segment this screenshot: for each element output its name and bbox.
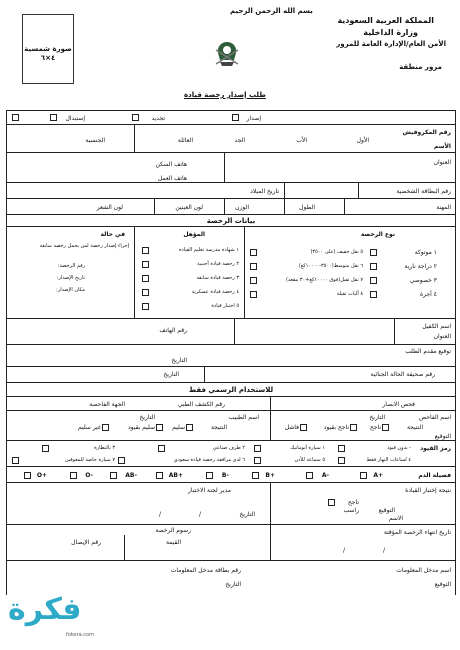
qual-5-checkbox[interactable] — [142, 303, 149, 310]
applicant-signature-row — [7, 345, 455, 367]
exam-pass-label: ناجح — [369, 424, 381, 431]
healthy-cond-label: سليم بقيود — [127, 424, 155, 431]
license-application-form — [6, 6, 454, 644]
qual-military: ٤ رخصة قيادة عسكرية — [191, 289, 239, 295]
fees-label: رسوم الرخصة — [155, 527, 191, 534]
blood-a-pos: A+ — [373, 472, 383, 479]
unhealthy-checkbox[interactable] — [102, 424, 109, 431]
medical-result-label: النتيجة — [210, 424, 227, 431]
exam-header-row — [7, 397, 455, 411]
other-checkbox[interactable] — [12, 114, 19, 121]
restriction-escort-checkbox[interactable] — [118, 457, 125, 464]
nationality-label: الجنسية — [85, 137, 105, 144]
family-name-label: العائلة — [177, 137, 193, 144]
entry-card-label: رقم بطاقة مدخل المعلومات — [170, 567, 241, 574]
applicant-signature-label: توقيع مقدم الطلب — [405, 348, 451, 355]
entry-sign-label: التوقيع — [434, 581, 451, 588]
temp-date-slash-1: / — [382, 547, 385, 554]
photo-label: صورة شمسية — [24, 45, 72, 53]
official-use-title: للاستخدام الرسمي فقط — [7, 383, 455, 397]
blood-a-neg: A- — [321, 472, 329, 479]
address-label: العنوان — [433, 159, 451, 166]
country-name: المملكة العربية السعودية — [337, 16, 434, 25]
restriction-daytime: ٤ لساعات النهار فقط — [366, 457, 411, 463]
type-private: ٣ خصوصي — [409, 277, 437, 284]
type-6-checkbox[interactable] — [250, 263, 257, 270]
exam-fail-label: فاشل — [284, 424, 299, 431]
criminal-record-label: رقم صحيفة الحالة الجنائية — [370, 371, 435, 378]
basmala: بسم الله الرحمن الرحيم — [230, 7, 313, 15]
id-no-label: رقم البطاقة الشخصية — [396, 188, 451, 195]
birth-date-label: تاريخ الميلاد — [250, 188, 279, 195]
doctor-label: اسم الطبيب — [228, 414, 259, 421]
blood-ab-pos-checkbox[interactable] — [156, 472, 163, 479]
examiner-label: اسم الفاحص — [418, 414, 451, 421]
weight-label: الوزن — [235, 204, 249, 211]
signature-date-label: التاريخ — [171, 357, 187, 364]
entry-date-label: التاريخ — [225, 581, 241, 588]
exam-date-label: التاريخ — [369, 414, 385, 421]
test-date-label: التاريخ — [239, 511, 255, 518]
type-machinery: ٨ آليات ثقيلة — [336, 291, 363, 297]
test-date-slash-1: / — [198, 511, 201, 518]
restriction-glasses-checkbox[interactable] — [42, 445, 49, 452]
driving-test-row — [7, 483, 455, 525]
exam-pass-cond-label: ناجح بقيود — [323, 424, 349, 431]
photo-box — [22, 14, 74, 84]
temp-end-label: تاريخ انتهاء الرخصة المؤقتة — [383, 529, 451, 536]
unhealthy-label: غير سليم — [78, 424, 101, 431]
hair-color-label: لون الشعر — [96, 204, 123, 211]
type-7-checkbox[interactable] — [250, 277, 257, 284]
qual-4-checkbox[interactable] — [142, 289, 149, 296]
eye-color-label: لون العينين — [175, 204, 203, 211]
exam-fail-checkbox[interactable] — [300, 424, 307, 431]
exam-result-row — [7, 411, 455, 441]
type-medium: ٦ نقل متوسط(٣٥٠٠-١٠٠٠٠كغ) — [298, 263, 363, 269]
renew-label: تجديد — [151, 115, 165, 122]
restriction-automatic: ١ سيارة أتوماتيك — [290, 445, 325, 451]
restriction-automatic-checkbox[interactable] — [254, 445, 261, 452]
id-row — [7, 183, 455, 199]
blood-type-label: فصيلة الدم — [418, 472, 451, 479]
restriction-none-checkbox[interactable] — [338, 445, 345, 452]
temp-date-slash-2: / — [342, 547, 345, 554]
eye-exam-label: فحص الابصار — [382, 401, 415, 408]
qual-2-checkbox[interactable] — [142, 261, 149, 268]
qual-previous: ٣ رخصة قيادة سابقة — [196, 275, 239, 281]
form-title: طلب إصدار رخصة قيادة — [184, 91, 266, 99]
medical-no-label: رقم الكشف الطبي — [177, 401, 225, 408]
case-issue-place: مكان الإصدار: — [56, 287, 85, 293]
authority-label: الجهة الفاحصة — [89, 401, 125, 408]
license-types-block — [7, 227, 455, 319]
fee-value-label: القيمة — [165, 539, 181, 546]
blood-type-row — [7, 467, 455, 483]
case-header: في حالة — [100, 231, 125, 238]
test-date-slash-2: / — [158, 511, 161, 518]
restriction-hearing: ٥ سماعة للأذن — [294, 457, 325, 463]
license-type-header: نوع الرخصة — [360, 231, 395, 238]
type-1-checkbox[interactable] — [370, 249, 377, 256]
qual-1-checkbox[interactable] — [142, 247, 149, 254]
blood-b-neg: B- — [221, 472, 229, 479]
type-heavy: ٧ نقل ثقيل(فوق ١٠٠٠٠كغ+٣٠ مقعد) — [285, 277, 363, 283]
qual-3-checkbox[interactable] — [142, 275, 149, 282]
restriction-hearing-checkbox[interactable] — [254, 457, 261, 464]
restrictions-row — [7, 441, 455, 467]
name-label: الأسم — [433, 143, 451, 150]
height-label: الطول — [299, 204, 315, 211]
healthy-checkbox[interactable] — [186, 424, 193, 431]
watermark-site: fokora.com — [66, 632, 94, 638]
replace-label: إستبدال — [65, 115, 85, 122]
record-no-label: رقم المكروفيش — [402, 129, 451, 136]
tester-sign-label: التوقيع — [378, 507, 395, 514]
fees-row — [7, 525, 455, 561]
case-note: إجراء إصدار رخصة لمن يحمل رخصة سابقة — [39, 243, 129, 249]
restriction-prosthetic-checkbox[interactable] — [158, 445, 165, 452]
healthy-cond-checkbox[interactable] — [156, 424, 163, 431]
issue-checkbox[interactable] — [232, 114, 239, 121]
type-5-checkbox[interactable] — [250, 249, 257, 256]
work-phone-label: هاتف العمل — [157, 175, 187, 182]
profession-label: المهنة — [436, 204, 451, 211]
case-license-no: رقم الرخصة: — [57, 263, 85, 269]
blood-o-pos-checkbox[interactable] — [24, 472, 31, 479]
physical-row — [7, 199, 455, 215]
type-2-checkbox[interactable] — [370, 263, 377, 270]
restriction-prosthetic: ٢ طرف صناعي — [212, 445, 245, 451]
form-grid — [6, 110, 456, 595]
qual-foreign: ٢ رخصة قيادة أجنبية — [197, 261, 239, 267]
blood-b-pos-checkbox[interactable] — [252, 472, 259, 479]
exam-pass-cond-checkbox[interactable] — [350, 424, 357, 431]
test-fail-label: راسب — [343, 507, 359, 514]
sponsor-row — [7, 319, 455, 345]
blood-b-pos: B+ — [265, 472, 275, 479]
qual-school: ١ شهادة مدرسة تعليم القيادة — [178, 247, 239, 253]
test-pass-label: ناجح — [347, 499, 359, 506]
type-bike: ٢ دراجة نارية — [404, 263, 437, 270]
blood-a-pos-checkbox[interactable] — [360, 472, 367, 479]
committee-label: مدير لجنة الاختبار — [187, 487, 231, 494]
fikra-watermark: فكرة — [8, 592, 82, 627]
home-phone-label: هاتف السكن — [155, 161, 187, 168]
criminal-record-row — [7, 367, 455, 383]
blood-o-pos: O+ — [36, 472, 47, 479]
sponsor-name-label: اسم الكفيل — [422, 323, 451, 330]
renew-checkbox[interactable] — [132, 114, 139, 121]
type-4-checkbox[interactable] — [370, 291, 377, 298]
type-taxi: ٤ أجرة — [420, 291, 437, 298]
receipt-no-label: رقم الإيصال — [71, 539, 101, 546]
restriction-escort: ٦ لدى مرافقة رخصة قيادة سعودي — [173, 457, 245, 463]
blood-ab-neg: AB- — [125, 472, 137, 479]
blood-ab-neg-checkbox[interactable] — [110, 472, 117, 479]
type-3-checkbox[interactable] — [370, 277, 377, 284]
request-type-row — [7, 111, 455, 125]
license-data-title: بيانات الرخصة — [7, 215, 455, 227]
blood-a-neg-checkbox[interactable] — [306, 472, 313, 479]
test-result-label: نتيجة إختبار القيادة — [405, 487, 451, 494]
directorate-name: الأمن العام/الإدارة العامة للمرور — [336, 40, 446, 48]
blood-b-neg-checkbox[interactable] — [206, 472, 213, 479]
sponsor-address-label: العنوان — [433, 333, 451, 340]
record-date-label: التاريخ — [163, 371, 179, 378]
form-header — [6, 6, 454, 106]
type-motorcycle: ١ موتوكة — [414, 249, 437, 256]
exam-result-label: النتيجة — [406, 424, 423, 431]
father-name-label: الأب — [296, 137, 307, 144]
grandfather-name-label: الجد — [234, 137, 245, 144]
qualification-header: المؤهل — [183, 231, 205, 238]
data-entry-row — [7, 561, 455, 595]
examiner-sign-label: التوقيع — [434, 433, 451, 440]
blood-ab-pos: AB+ — [168, 472, 183, 479]
region-label: مرور منطقة — [399, 63, 442, 71]
name-row — [7, 125, 455, 153]
restrictions-label: رمز القيود — [420, 445, 451, 452]
address-row — [7, 153, 455, 183]
restriction-disabled-checkbox[interactable] — [12, 457, 19, 464]
replace-checkbox[interactable] — [50, 114, 57, 121]
ministry-name: وزارة الداخلية — [363, 28, 418, 37]
medical-date-label: التاريخ — [139, 414, 155, 421]
type-8-checkbox[interactable] — [250, 291, 257, 298]
test-pass-checkbox[interactable] — [328, 499, 335, 506]
tester-name-label: الاسم — [388, 515, 403, 522]
restriction-none: - بدون قيود — [387, 445, 411, 451]
phone-label: رقم الهاتف — [159, 327, 187, 334]
case-issue-date: تاريخ الإصدار: — [56, 275, 85, 281]
restriction-daytime-checkbox[interactable] — [338, 457, 345, 464]
issue-label: إصدار — [246, 115, 261, 122]
blood-o-neg: O- — [85, 472, 93, 479]
restriction-disabled: ٧ سيارة خاصة للمعوقين — [64, 457, 115, 463]
restriction-glasses: ٣ بالنظارة — [94, 445, 115, 451]
photo-size: ٤×٦ — [40, 54, 56, 62]
qual-test: ٥ اختبار قيادة — [211, 303, 239, 309]
type-light: ٥ نقل خفيف (على ٣٥٠٠) — [310, 249, 363, 255]
entry-name-label: اسم مدخل المعلومات — [396, 567, 451, 574]
exam-pass-checkbox[interactable] — [382, 424, 389, 431]
blood-o-neg-checkbox[interactable] — [70, 472, 77, 479]
healthy-label: سليم — [172, 424, 185, 431]
first-name-label: الأول — [356, 137, 369, 144]
saudi-emblem-icon — [212, 40, 242, 68]
